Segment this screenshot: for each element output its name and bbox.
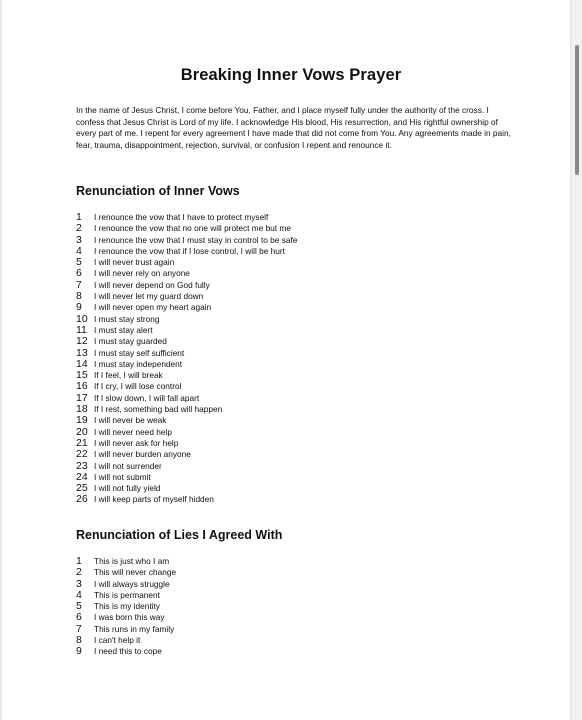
item-number: 13 (76, 346, 88, 359)
list-item (76, 567, 176, 578)
item-text: This will never change (94, 567, 177, 578)
item-number: 17 (76, 391, 88, 404)
list-item (76, 381, 297, 392)
item-number: 6 (76, 267, 82, 280)
item-number: 9 (76, 645, 82, 658)
item-text: This runs in my family (94, 623, 175, 634)
item-number: 7 (76, 622, 82, 635)
item-text: I must stay guarded (94, 336, 167, 347)
item-text: I must stay independent (94, 358, 183, 369)
lies-list (76, 556, 176, 658)
item-number: 5 (76, 600, 82, 613)
item-number: 2 (76, 566, 82, 579)
item-text: I will not surrender (94, 460, 162, 471)
list-item (76, 302, 297, 313)
item-text: I renounce the vow that I must stay in control to be safe (94, 234, 298, 245)
item-text: I will not submit (94, 471, 151, 482)
item-number: 3 (76, 233, 82, 246)
item-text: I must stay alert (94, 324, 153, 335)
item-number: 11 (76, 323, 87, 336)
list-item (76, 280, 297, 291)
list-item (76, 461, 297, 472)
item-number: 20 (76, 425, 88, 438)
item-number: 19 (76, 414, 88, 427)
item-text: I will never depend on God fully (94, 279, 210, 290)
item-number: 15 (76, 369, 88, 382)
item-text: I can't help it (94, 635, 141, 646)
item-text: If I slow down, I will fall apart (94, 392, 200, 403)
item-text: I will not fully yield (94, 483, 161, 494)
scrollbar-track[interactable] (572, 0, 582, 720)
list-item (76, 257, 297, 268)
item-text: I will never need help (94, 426, 172, 437)
list-item (76, 325, 297, 336)
item-text: I was born this way (94, 612, 165, 623)
item-number: 1 (76, 211, 82, 223)
list-item (76, 438, 297, 449)
list-item (76, 235, 297, 246)
item-text: I will always struggle (94, 578, 170, 589)
intro-paragraph: In the name of Jesus Christ, I come before You, Father, and I place myself fully under the authority of the cross. I confess that Jesus Christ is Lord of my life. I acknowledge His blood, His resurrection, and His rightful ownership of every part of me. I repent for every agreement I have made that did not come from You. Any agreements made in pain, fear, trauma, disappointment, rejection, survival, or confusion I repent and renounce it. (76, 105, 511, 150)
inner-vows-list (76, 212, 297, 506)
item-number: 9 (76, 301, 82, 314)
item-text: I will never let my guard down (94, 291, 204, 302)
item-text: I will keep parts of myself hidden (94, 494, 214, 505)
list-item (76, 449, 297, 460)
item-number: 21 (76, 436, 88, 449)
item-number: 26 (76, 493, 88, 506)
item-text: This is just who I am (94, 556, 170, 566)
item-number: 2 (76, 222, 82, 235)
list-item (76, 472, 297, 483)
item-text: I must stay self sufficient (94, 347, 185, 358)
item-text: This is my identity (94, 601, 160, 612)
item-number: 3 (76, 577, 82, 590)
list-item (76, 246, 297, 257)
list-item (76, 427, 297, 438)
item-number: 18 (76, 403, 88, 416)
item-number: 7 (76, 278, 82, 291)
list-item (76, 646, 176, 657)
list-item (76, 268, 297, 279)
item-text: I renounce the vow that I have to protect myself (94, 212, 269, 222)
list-item (76, 635, 176, 646)
item-text: If I feel, I will break (94, 370, 163, 381)
item-number: 8 (76, 290, 82, 303)
item-text: I will never rely on anyone (94, 268, 190, 279)
list-item (76, 393, 297, 404)
item-text: I will never ask for help (94, 437, 179, 448)
item-number: 4 (76, 588, 82, 601)
item-number: 1 (76, 555, 82, 567)
item-number: 6 (76, 611, 82, 624)
item-number: 16 (76, 380, 88, 393)
item-number: 5 (76, 256, 82, 269)
scrollbar-thumb[interactable] (575, 45, 579, 175)
section-heading-lies: Renunciation of Lies I Agreed With (76, 528, 283, 542)
list-item (76, 291, 297, 302)
item-text: I will never trust again (94, 257, 175, 268)
item-number: 22 (76, 448, 88, 461)
item-number: 8 (76, 634, 82, 647)
item-text: If I rest, something bad will happen (94, 404, 223, 415)
list-item (76, 404, 297, 415)
list-item (76, 212, 297, 223)
list-item (76, 359, 297, 370)
item-text: I need this to cope (94, 646, 162, 657)
section-heading-inner-vows: Renunciation of Inner Vows (76, 184, 240, 198)
item-number: 23 (76, 459, 88, 472)
list-item (76, 370, 297, 381)
item-text: I renounce the vow that no one will protect me but me (94, 223, 291, 234)
list-item (76, 336, 297, 347)
list-item (76, 612, 176, 623)
item-text: I will never burden anyone (94, 449, 191, 460)
list-item (76, 314, 297, 325)
list-item (76, 223, 297, 234)
item-number: 25 (76, 482, 88, 495)
list-item (76, 590, 176, 601)
page-title: Breaking Inner Vows Prayer (180, 66, 402, 84)
list-item (76, 348, 297, 359)
item-text: I will never open my heart again (94, 302, 212, 313)
list-item (76, 415, 297, 426)
item-number: 12 (76, 335, 88, 348)
list-item (76, 624, 176, 635)
item-number: 4 (76, 244, 82, 257)
item-text: I will never be weak (94, 415, 167, 426)
list-item (76, 601, 176, 612)
list-item (76, 494, 297, 505)
list-item (76, 579, 176, 590)
item-number: 14 (76, 357, 88, 370)
item-text: This is permanent (94, 589, 160, 600)
item-number: 24 (76, 470, 88, 483)
item-text: I renounce the vow that if I lose control, I will be hurt (94, 245, 285, 256)
item-text: If I cry, I will lose control (94, 381, 182, 392)
item-text: I must stay strong (94, 313, 160, 324)
item-number: 10 (76, 312, 88, 325)
list-item (76, 556, 176, 567)
list-item (76, 483, 297, 494)
